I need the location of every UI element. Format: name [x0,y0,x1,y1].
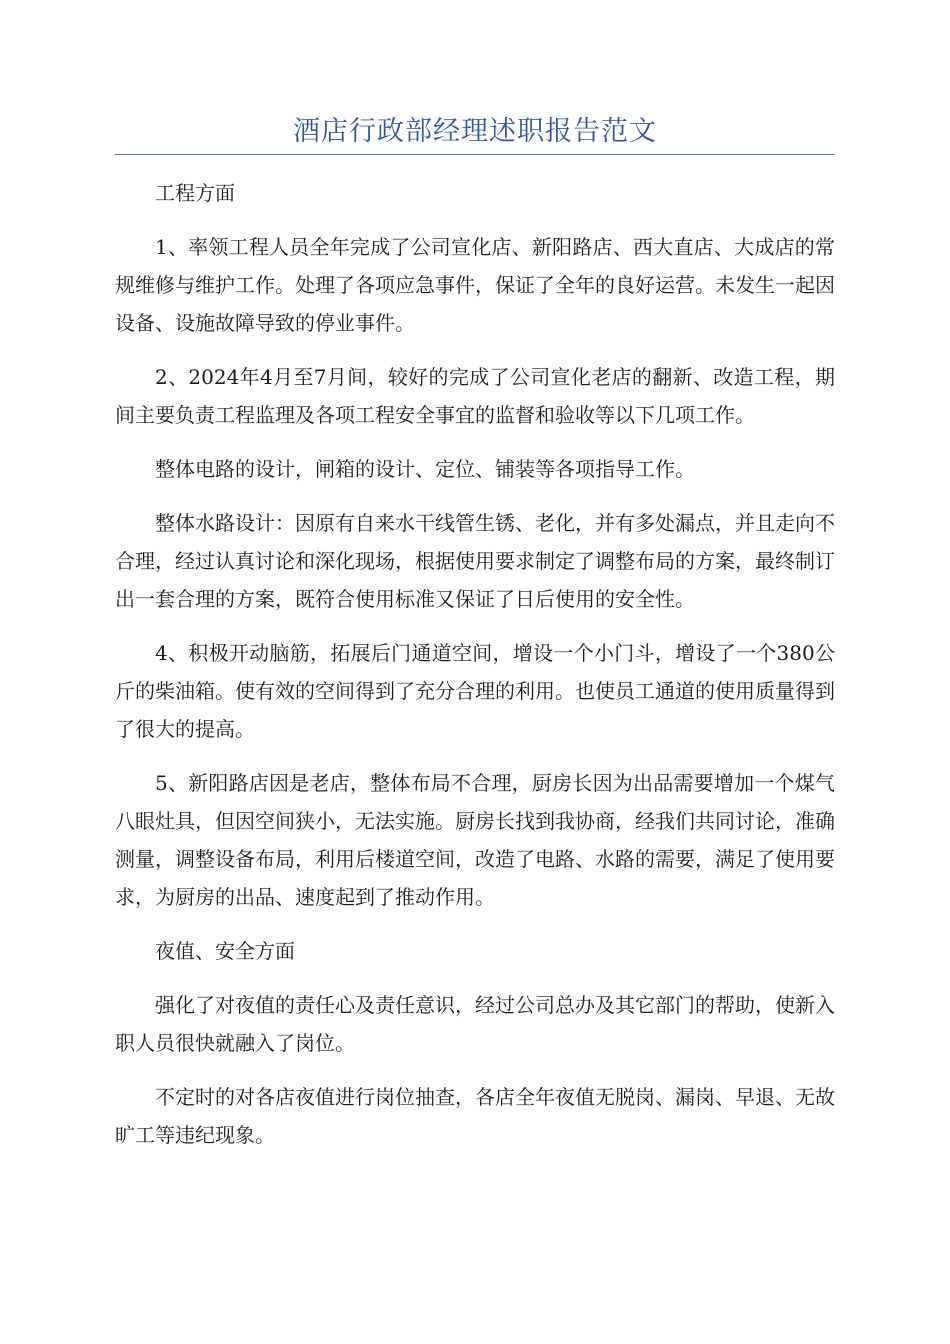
paragraph: 2、2024年4月至7月间，较好的完成了公司宣化老店的翻新、改造工程，期间主要负责工程监理及各项工程安全事宜的监督和验收等以下几项工作。 [115,365,835,427]
paragraph: 5、新阳路店因是老店，整体布局不合理，厨房长因为出品需要增加一个煤气八眼灶具，但因空间狭小，无法实施。厨房长找到我协商，经我们共同讨论，准确测量，调整设备布局，利用后楼道空间，改造了电路、水路的需要，满足了使用要求，为厨房的出品、速度起到了推动作用。 [115,771,835,909]
section-heading-night-safety: 夜值、安全方面 [155,939,295,963]
paragraph: 整体电路的设计，闸箱的设计、定位、铺装等各项指导工作。 [155,457,695,481]
document-body [115,174,835,1170]
paragraph: 4、积极开动脑筋，拓展后门通道空间，增设一个小门斗，增设了一个380公斤的柴油箱。使有效的空间得到了充分合理的利用。也使员工通道的使用质量得到了很大的提高。 [115,641,835,741]
paragraph: 强化了对夜值的责任心及责任意识，经过公司总办及其它部门的帮助，使新入职人员很快就融入了岗位。 [115,993,835,1055]
paragraph: 整体水路设计：因原有自来水干线管生锈、老化，并有多处漏点，并且走向不合理，经过认真讨论和深化现场，根据使用要求制定了调整布局的方案，最终制订出一套合理的方案，既符合使用标准又保证了日后使用的安全性。 [115,511,835,611]
document-title: 酒店行政部经理述职报告范文 [293,116,657,147]
section-heading-engineering: 工程方面 [155,181,235,205]
paragraph: 不定时的对各店夜值进行岗位抽查，各店全年夜值无脱岗、漏岗、早退、无故旷工等违纪现象。 [115,1085,835,1147]
paragraph: 1、率领工程人员全年完成了公司宣化店、新阳路店、西大直店、大成店的常规维修与维护工作。处理了各项应急事件，保证了全年的良好运营。未发生一起因设备、设施故障导致的停业事件。 [115,235,835,335]
title-divider [115,154,835,155]
